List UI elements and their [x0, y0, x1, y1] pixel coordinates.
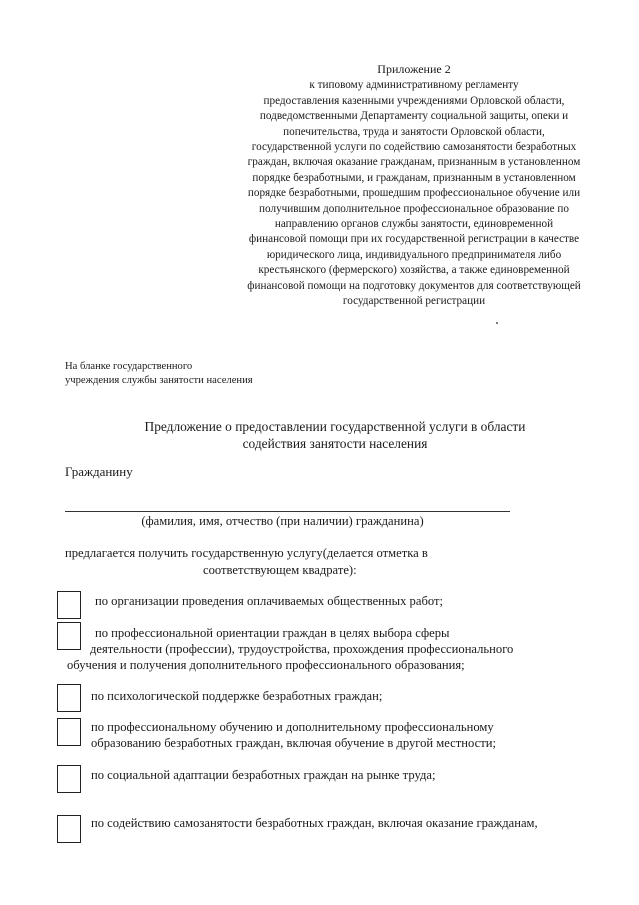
appendix-title: Приложение 2: [377, 62, 451, 76]
option-label-psych-support: по психологической поддержке безработных граждан;: [91, 689, 383, 703]
letterhead-note-line: учреждения службы занятости населения: [65, 375, 253, 386]
appendix-line: крестьянского (фермерского) хозяйства, а также единовременной: [258, 264, 570, 277]
appendix-line: направлению органов службы занятости, единовременной: [274, 218, 554, 231]
appendix-line: порядке безработными, прошедшим профессиональное обучение или: [247, 187, 581, 200]
appendix-line: порядке безработными, и гражданам, признанным в установленном: [252, 171, 576, 184]
option-label-career-guidance-cont: обучения и получения дополнительного профессионального образования;: [67, 658, 465, 672]
option-label-social-adaptation: по социальной адаптации безработных граждан на рынке труда;: [91, 768, 436, 782]
citizen-name-caption: (фамилия, имя, отчество (при наличии) гражданина): [141, 514, 424, 528]
option-checkbox-vocational-training[interactable]: [57, 718, 81, 746]
appendix-line: финансовой помощи на подготовку документов для соответствующей: [247, 279, 581, 292]
option-label-self-employment: по содействию самозанятости безработных граждан, включая оказание гражданам,: [91, 816, 538, 830]
heading-line: Предложение о предоставлении государственной услуги в области: [144, 419, 526, 434]
appendix-line: попечительства, труда и занятости Орловской области,: [283, 125, 545, 138]
scan-speck: [496, 322, 498, 324]
option-label-public-works: по организации проведения оплачиваемых общественных работ;: [95, 594, 443, 608]
appendix-line: государственной регистрации: [342, 295, 486, 308]
citizen-name-field-line[interactable]: [65, 511, 510, 512]
appendix-line: получившим дополнительное профессиональное образование по: [259, 202, 569, 215]
option-checkbox-public-works[interactable]: [57, 591, 81, 619]
citizen-label: Гражданину: [65, 464, 133, 479]
appendix-line: предоставления казенными учреждениями Орловской области,: [263, 94, 565, 107]
option-checkbox-social-adaptation[interactable]: [57, 765, 81, 793]
appendix-line: финансовой помощи при их государственной регистрации в качестве: [248, 233, 580, 246]
appendix-line: государственной услуги по содействию самозанятости безработных: [251, 141, 577, 154]
option-checkbox-psych-support[interactable]: [57, 684, 81, 712]
option-label-vocational-training: по профессиональному обучению и дополнительному профессиональному: [91, 720, 494, 734]
option-label-vocational-training-cont: образованию безработных граждан, включая обучение в другой местности;: [91, 736, 496, 750]
letterhead-note-line: На бланке государственного: [65, 361, 193, 372]
appendix-line: граждан, включая оказание гражданам, признанным в установленном: [247, 156, 581, 169]
option-label-career-guidance-cont: деятельности (профессии), трудоустройства, прохождения профессионального: [90, 642, 514, 656]
appendix-line: юридического лица, индивидуального предпринимателя либо: [266, 248, 562, 261]
offer-line: предлагается получить государственную услугу(делается отметка в: [65, 546, 428, 560]
option-label-career-guidance: по профессиональной ориентации граждан в целях выбора сферы: [95, 626, 450, 640]
appendix-line: подведомственными Департаменту социальной защиты, опеки и: [259, 110, 569, 123]
appendix-line: к типовому административному регламенту: [309, 79, 519, 92]
appendix-block: [214, 62, 614, 310]
letterhead-note: [65, 360, 325, 388]
option-checkbox-self-employment[interactable]: [57, 815, 81, 843]
document-heading: [100, 418, 570, 452]
offer-text: [65, 545, 535, 578]
offer-line: соответствующем квадрате):: [203, 562, 357, 577]
option-checkbox-career-guidance[interactable]: [57, 622, 81, 650]
heading-line: содействия занятости населения: [242, 436, 428, 451]
